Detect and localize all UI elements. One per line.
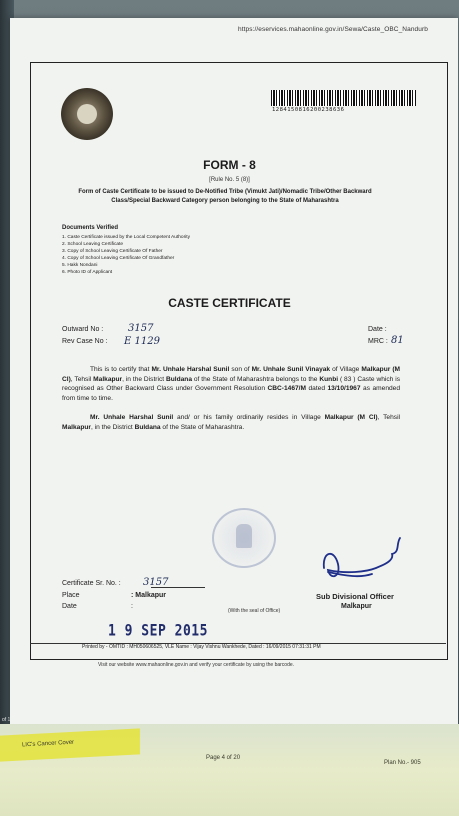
cover-plan-text: Plan No.- 905 — [384, 760, 421, 766]
form-rule: [Rule No. 5 (8)] — [209, 177, 250, 183]
browser-url: https://eservices.mahaonline.gov.in/Sewa/Caste_OBC_Nandurb — [238, 26, 428, 33]
residence-paragraph: Mr. Unhale Harshal Sunil and/ or his family ordinarily resides in Village Malkapur (M Cl), Tehsil Malkapur, in the District Buldana of the State of Maharashtra. — [62, 414, 400, 431]
seal-caption: (With the seal of Office) — [228, 608, 281, 614]
government-seal-icon — [61, 88, 113, 140]
outward-label: Outward No : — [62, 326, 104, 333]
cover-page-text: Page 4 of 20 — [206, 755, 241, 761]
date-stamp: 1 9 SEP 2015 — [108, 622, 208, 641]
barcode-number: 1284150816200238636 — [272, 107, 345, 113]
rev-case-value: E 1129 — [124, 336, 160, 347]
mrc-label: MRC : — [368, 338, 388, 345]
mrc-value: 81 — [391, 335, 404, 346]
document-item: 2. School Leaving Certificate — [62, 242, 124, 247]
cert-sr-value: 3157 — [143, 577, 169, 588]
certificate-title: CASTE CERTIFICATE — [168, 296, 291, 310]
form-description: Form of Caste Certificate to be issued to De-Notified Tribe (Vimukt Jati)/Nomadic Tribe/Other Backward Class/Special Backward Category person belonging to the State of Maharashtra — [78, 189, 372, 204]
place-label: Place — [62, 592, 80, 599]
document-item: 3. Copy of School Leaving Certificate Of Father — [62, 249, 163, 254]
officer-place: Malkapur — [341, 603, 372, 610]
outward-value: 3157 — [128, 323, 154, 334]
document-item: 6. Photo ID of Applicant — [62, 270, 113, 275]
officer-title: Sub Divisional Officer — [316, 592, 394, 601]
documents-heading: Documents Verified — [62, 225, 119, 231]
rev-case-label: Rev Case No : — [62, 338, 108, 345]
side-text: of 1 — [2, 717, 11, 723]
date-label-signoff: Date — [62, 603, 77, 610]
verify-note: Visit our website www.mahaonline.gov.in and verify your certificate by using the barcode. — [98, 662, 295, 668]
office-seal-icon — [212, 508, 276, 568]
place-value: : Malkapur — [131, 592, 167, 599]
document-item: 1. Caste Certificate issued by the Local Competent Authority — [62, 235, 190, 240]
barcode-icon — [271, 90, 416, 106]
officer-signature-icon — [316, 534, 412, 590]
form-title: FORM - 8 — [203, 158, 256, 172]
printed-by: Printed by - OMTID : MH050606525, VLE Name : Vijay Vishnu Wankhede, Dated : 16/09/2015 07:31:31 PM — [82, 644, 321, 650]
date-value-signoff: : — [131, 603, 133, 610]
cert-sr-label: Certificate Sr. No. : — [62, 580, 121, 587]
sr-underline — [151, 587, 205, 588]
certify-paragraph: This is to certify that Mr. Unhale Harshal Sunil son of Mr. Unhale Sunil Vinayak of Village Malkapur (M Cl), Tehsil Malkapur, in the District Buldana of the State of Maharashtra belongs to the Kunbi ( 83 ) Caste which is recognised as Other Backward Class under Government Resolution CBC-1467/M dated 13/10/1967 as amended from time to time. — [62, 366, 401, 402]
cover-left-text: LIC's Cancer Cover — [21, 739, 75, 749]
document-item: 4. Copy of School Leaving Certificate Of Grandfather — [62, 256, 175, 261]
date-label: Date : — [368, 326, 387, 333]
document-item: 5. Hakk Nondani — [62, 263, 98, 268]
